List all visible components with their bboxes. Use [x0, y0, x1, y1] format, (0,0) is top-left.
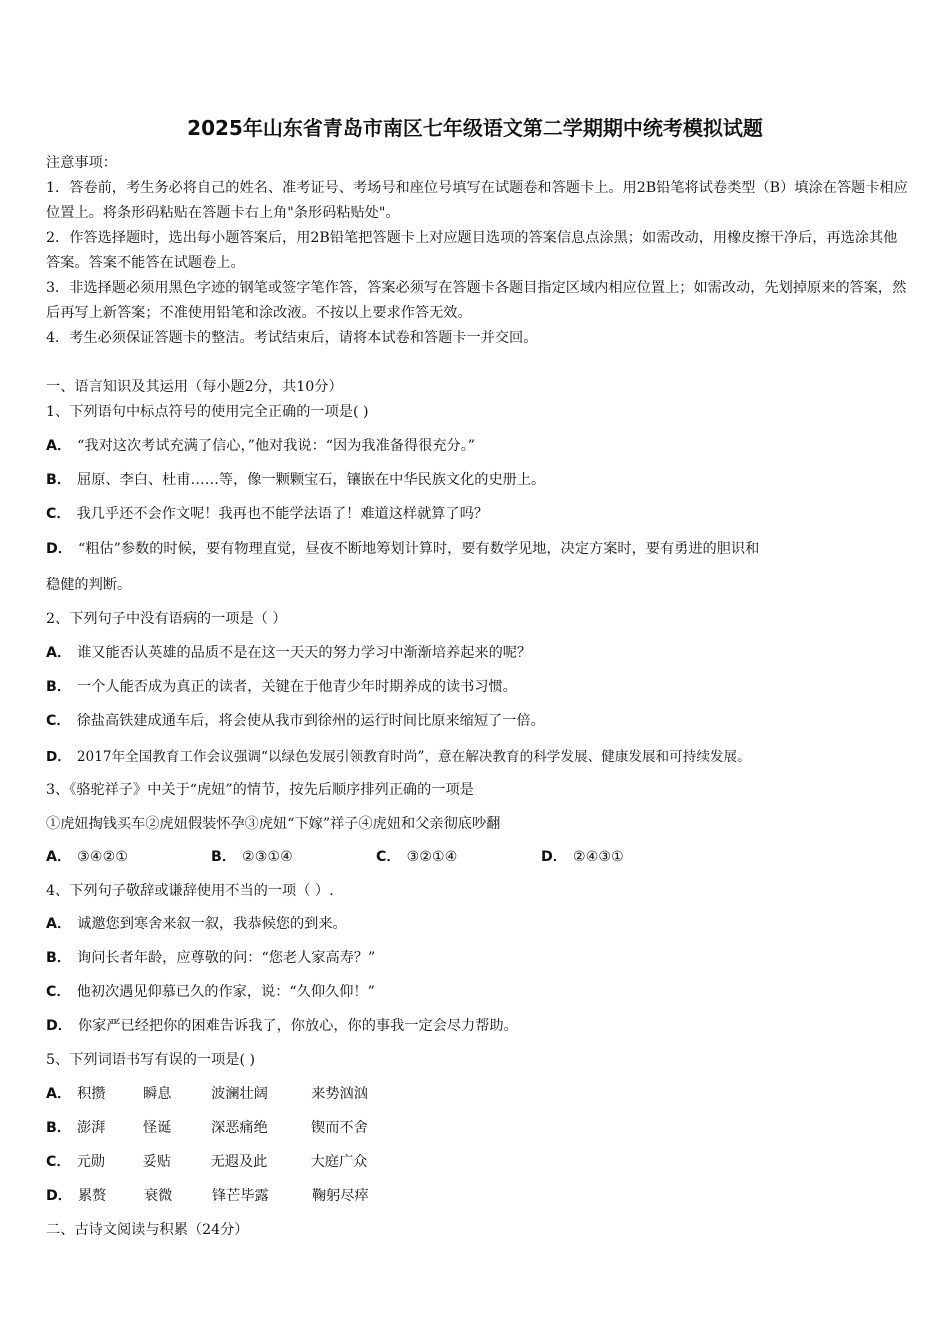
word-cell: 妥贴	[142, 1154, 171, 1170]
option-text: 徐盐高铁建成通车后，将会使从我市到徐州的运行时间比原来缩短了一倍。	[76, 713, 545, 729]
word-cell: 无遐及此	[210, 1154, 268, 1170]
option-text: “我对这次考试充满了信心，”他对我说：“因为我准备得很充分。”	[77, 438, 476, 454]
q3-option-a	[46, 846, 211, 866]
word-cell: 锋芒毕露	[211, 1188, 269, 1204]
q3-option-b	[211, 846, 376, 866]
word-cell: 波澜壮阔	[211, 1086, 268, 1102]
option-text: 诚邀您到寒舍来叙一叙，我恭候您的到来。	[77, 916, 347, 932]
option-label: A．	[46, 1086, 72, 1102]
q3-option-c	[376, 846, 541, 866]
word-cell: 深恶痛绝	[211, 1120, 268, 1136]
q3-option-d	[541, 846, 706, 866]
notes-heading: 注意事项：	[46, 155, 117, 171]
q1-option-b	[46, 469, 545, 489]
word-cell: 元勋	[76, 1154, 105, 1170]
section-2-heading: 二、古诗文阅读与积累（24分）	[46, 1222, 249, 1238]
q3-options	[46, 846, 706, 866]
section-1-heading: 一、语言知识及其运用（每小题2分，共10分）	[46, 379, 343, 395]
note-item: 3．非选择题必须用黑色字迹的钢笔或签字笔作答，答案必须写在答题卡各题目指定区域内相应位置上；如需改动，先划掉原来的答案，然后再写上新答案；不准使用铅笔和涂改液。不按以上要求作答无效。	[46, 280, 907, 321]
option-label: A．	[46, 645, 72, 661]
option-label: B．	[46, 472, 72, 488]
option-text: 他初次遇见仰慕已久的作家，说：“久仰久仰！”	[76, 984, 375, 1000]
option-label: B．	[211, 849, 237, 865]
option-text: “粗估”参数的时候，要有物理直觉，昼夜不断地筹划计算时，要有数学见地，决定方案时，要有勇进的胆识和	[77, 541, 760, 557]
option-text: ③②①④	[406, 849, 458, 865]
option-label: A．	[46, 438, 72, 454]
word-cell: 澎湃	[77, 1120, 106, 1136]
word-cell: 怪诞	[143, 1120, 172, 1136]
q5-option-c	[46, 1151, 367, 1171]
q1-option-d-continued: 稳健的判断。	[46, 577, 132, 593]
q3-items: ①虎妞掏钱买车②虎妞假装怀孕③虎妞“下嫁”祥子④虎妞和父亲彻底吵翻	[46, 816, 501, 832]
option-label: D．	[46, 1188, 72, 1204]
word-cell: 锲而不舍	[311, 1120, 368, 1136]
option-label: B．	[46, 679, 72, 695]
note-item: 1．答卷前，考生务必将自己的姓名、准考证号、考场号和座位号填写在试题卷和答题卡上。用2B铅笔将试卷类型（B）填涂在答题卡相应位置上。将条形码粘贴在答题卡右上角"条形码粘贴处"。	[46, 180, 908, 221]
word-cell: 累赘	[77, 1188, 107, 1204]
option-label: D．	[46, 749, 71, 765]
word-cell: 来势汹汹	[311, 1086, 368, 1102]
option-label: D．	[541, 849, 567, 865]
option-label: B．	[46, 1120, 72, 1136]
q5-stem: 5、下列词语书写有误的一项是( )	[46, 1052, 256, 1068]
option-text: ③④②①	[77, 849, 129, 865]
q4-option-c	[46, 981, 375, 1001]
note-item: 2．作答选择题时，选出每小题答案后，用2B铅笔把答题卡上对应题目选项的答案信息点涂黑；如需改动，用橡皮擦干净后，再选涂其他答案。答案不能答在试题卷上。	[46, 230, 898, 271]
word-cell: 大庭广众	[310, 1154, 368, 1170]
option-label: A．	[46, 916, 72, 932]
option-text: 屈原、李白、杜甫……等，像一颗颗宝石，镶嵌在中华民族文化的史册上。	[77, 472, 546, 488]
q1-option-d	[46, 538, 759, 558]
q2-option-b	[46, 676, 517, 696]
q4-option-d	[46, 1015, 518, 1035]
q1-stem: 1、下列语句中标点符号的使用完全正确的一项是( )	[46, 404, 369, 420]
q5-option-d	[46, 1185, 369, 1205]
option-text: 一个人能否成为真正的读者，关键在于他青少年时期养成的读书习惯。	[77, 679, 517, 695]
option-label: B．	[46, 950, 72, 966]
q4-stem: 4、下列句子敬辞或谦辞使用不当的一项（ ）.	[46, 883, 334, 899]
page-title: 2025年山东省青岛市南区七年级语文第二学期期中统考模拟试题	[187, 116, 763, 140]
q1-option-c	[46, 503, 488, 523]
option-text: 谁又能否认英雄的品质不是在这一天天的努力学习中渐渐培养起来的呢？	[77, 645, 532, 661]
q2-stem: 2、下列句子中没有语病的一项是（ ）	[46, 611, 287, 627]
q2-option-d	[46, 745, 751, 765]
q1-option-a	[46, 435, 475, 455]
option-label: C．	[376, 849, 401, 865]
word-cell: 积攒	[77, 1086, 106, 1102]
word-cell: 衰微	[143, 1188, 173, 1204]
option-label: C．	[46, 984, 71, 1000]
q2-option-a	[46, 642, 531, 662]
option-label: C．	[46, 713, 71, 729]
q4-option-b	[46, 947, 375, 967]
q3-stem: 3、《骆驼祥子》中关于“虎妞”的情节，按先后顺序排列正确的一项是	[46, 782, 474, 798]
option-text: 询问长者年龄，应尊敬的问：“您老人家高寿？”	[77, 950, 376, 966]
option-label: A．	[46, 849, 72, 865]
word-cell: 瞬息	[143, 1086, 172, 1102]
option-text: ②④③①	[572, 849, 624, 865]
q4-option-a	[46, 913, 347, 933]
q5-option-a	[46, 1083, 368, 1103]
notes-block	[46, 151, 908, 351]
option-text: 2017年全国教育工作会议强调“以绿色发展引领教育时尚”，意在解决教育的科学发展、健康发展和可持续发展。	[76, 749, 751, 765]
option-label: C．	[46, 1154, 71, 1170]
option-text: 你家严已经把你的困难告诉我了，你放心，你的事我一定会尽力帮助。	[77, 1018, 518, 1034]
option-label: D．	[46, 541, 72, 557]
option-label: D．	[46, 1018, 72, 1034]
q2-option-c	[46, 710, 545, 730]
option-text: ②③①④	[242, 849, 293, 865]
option-label: C．	[46, 506, 71, 522]
q5-option-b	[46, 1117, 368, 1137]
word-cell: 鞠躬尽瘁	[311, 1188, 369, 1204]
option-text: 我几乎还不会作文呢！我再也不能学法语了！难道这样就算了吗？	[76, 506, 489, 522]
note-item: 4．考生必须保证答题卡的整洁。考试结束后，请将本试卷和答题卡一并交回。	[46, 330, 538, 346]
